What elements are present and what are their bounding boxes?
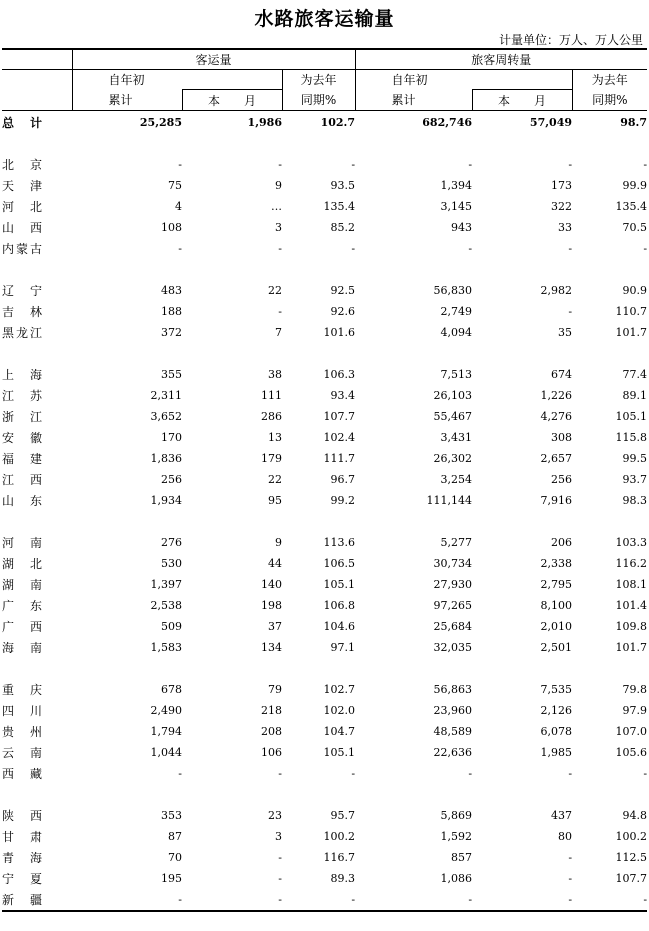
table-cell: 1,836	[150, 452, 182, 465]
table-cell: 22	[268, 473, 282, 486]
table-row	[2, 469, 647, 490]
region-name: 重庆	[2, 683, 42, 697]
table-cell: -	[568, 305, 573, 318]
total-label: 总 计	[2, 111, 72, 134]
table-cell: -	[278, 158, 282, 171]
table-cell: 90.9	[622, 284, 648, 297]
table-cell: 96.7	[330, 473, 356, 486]
table-cell: -	[643, 242, 648, 255]
table-cell: 140	[261, 578, 282, 591]
table-cell: 107.0	[615, 725, 648, 738]
table-cell: 188	[161, 305, 182, 318]
table-cell: 48,589	[433, 725, 473, 738]
page-title: 水路旅客运输量	[254, 8, 395, 30]
region-name: 湖北	[2, 557, 42, 571]
table-cell: 2,338	[540, 557, 573, 570]
table-cell: 5,277	[440, 536, 473, 549]
table-row	[2, 217, 647, 238]
table-cell: 111.7	[323, 452, 356, 465]
table-cell: 97.1	[330, 641, 356, 654]
table-cell: 195	[161, 872, 182, 885]
table-cell: 107.7	[323, 410, 356, 423]
table-cell: 218	[261, 704, 282, 717]
turnover-ytd-header-bottom: 累计	[355, 90, 472, 111]
table-cell: 113.6	[323, 536, 356, 549]
table-cell: 108	[161, 221, 182, 234]
table-body	[2, 111, 647, 912]
turnover-yoy-header-bottom: 同期%	[572, 90, 647, 111]
table-cell: 106.3	[323, 368, 356, 381]
table-cell: -	[72, 889, 182, 911]
table-cell: 3,652	[150, 410, 182, 423]
table-cell: -	[278, 851, 282, 864]
table-cell: 2,311	[150, 389, 182, 402]
table-cell: 530	[161, 557, 182, 570]
table-cell: 3	[275, 830, 282, 843]
table-row	[2, 637, 647, 658]
table-cell: 94.8	[622, 809, 648, 822]
region-name: 广东	[2, 599, 42, 613]
region-name: 河北	[2, 200, 42, 214]
table-cell: 7,535	[540, 683, 573, 696]
table-cell: 79	[268, 683, 282, 696]
table-row	[2, 532, 647, 553]
region-name: 四川	[2, 704, 42, 718]
table-cell: 101.7	[615, 641, 648, 654]
region-name: 广西	[2, 620, 42, 634]
table-cell: 70	[168, 851, 182, 864]
passenger-volume-header: 客运量	[72, 49, 355, 70]
table-cell: 111,144	[426, 494, 473, 507]
table-cell: 105.1	[323, 578, 356, 591]
table-cell: 99.5	[622, 452, 648, 465]
group-spacer	[2, 784, 647, 805]
volume-ytd-header-bottom: 累计	[72, 90, 182, 111]
table-cell: 7	[275, 326, 282, 339]
table-cell: -	[282, 889, 355, 911]
table-cell: 1,592	[440, 830, 473, 843]
table-cell: 26,103	[433, 389, 473, 402]
table-cell: 135.4	[323, 200, 356, 213]
table-cell: 7,916	[540, 494, 573, 507]
table-cell: 372	[161, 326, 182, 339]
table-cell: -	[468, 242, 473, 255]
table-row	[2, 679, 647, 700]
passenger-transport-table	[2, 48, 647, 912]
table-cell: 106.8	[323, 599, 356, 612]
table-cell: 2,010	[540, 620, 573, 633]
region-name: 甘肃	[2, 830, 42, 844]
table-cell: 70.5	[622, 221, 648, 234]
table-cell: 102.7	[323, 683, 356, 696]
table-cell: 93.7	[622, 473, 648, 486]
table-cell: 57,049	[472, 111, 572, 134]
region-name: 河南	[2, 536, 42, 550]
table-cell: -	[278, 767, 282, 780]
table-cell: 93.5	[330, 179, 356, 192]
table-cell: 44	[268, 557, 282, 570]
table-cell: 26,302	[433, 452, 473, 465]
table-cell: 79.8	[622, 683, 648, 696]
table-cell: 100.2	[323, 830, 356, 843]
table-cell: 95	[268, 494, 282, 507]
table-cell: 256	[551, 473, 573, 486]
table-cell: -	[351, 242, 356, 255]
table-cell: 1,397	[150, 578, 182, 591]
table-row	[2, 763, 647, 784]
table-cell: 2,982	[540, 284, 573, 297]
table-row	[2, 385, 647, 406]
table-cell: 173	[551, 179, 573, 192]
table-cell: 97.9	[622, 704, 648, 717]
region-name: 吉林	[2, 305, 42, 319]
region-name: 云南	[2, 746, 42, 760]
table-row	[2, 364, 647, 385]
table-cell: 80	[558, 830, 573, 843]
table-cell: 56,830	[433, 284, 473, 297]
table-cell: -	[278, 242, 282, 255]
table-cell: 2,538	[150, 599, 182, 612]
table-cell: 682,746	[355, 111, 472, 134]
table-cell: 6,078	[540, 725, 573, 738]
table-row	[2, 889, 647, 911]
table-cell: 170	[161, 431, 182, 444]
table-cell: 55,467	[433, 410, 473, 423]
table-cell: 2,749	[440, 305, 473, 318]
table-cell: 1,394	[440, 179, 473, 192]
table-cell: -	[568, 242, 573, 255]
table-cell: 206	[551, 536, 573, 549]
region-name: 宁夏	[2, 872, 42, 886]
region-name: 湖南	[2, 578, 42, 592]
table-cell: 1,044	[150, 746, 182, 759]
region-name: 安徽	[2, 431, 42, 445]
table-cell: 2,657	[540, 452, 573, 465]
table-cell: 1,934	[150, 494, 182, 507]
table-cell: 25,285	[72, 111, 182, 134]
table-cell: 483	[161, 284, 182, 297]
table-cell: 8,100	[540, 599, 573, 612]
table-cell: 101.6	[323, 326, 356, 339]
table-cell: 23,960	[433, 704, 473, 717]
group-spacer	[2, 658, 647, 679]
table-cell: 3,431	[440, 431, 473, 444]
table-cell: 2,795	[540, 578, 573, 591]
table-row	[2, 196, 647, 217]
table-row	[2, 826, 647, 847]
table-cell: 106	[261, 746, 282, 759]
table-cell: 134	[261, 641, 282, 654]
table-cell: 27,930	[433, 578, 473, 591]
volume-yoy-header-top: 为去年	[282, 70, 355, 90]
table-cell: 857	[451, 851, 473, 864]
table-cell: 89.3	[330, 872, 356, 885]
table-cell: 22,636	[433, 746, 473, 759]
table-cell: 98.7	[572, 111, 647, 134]
turnover-month-header: 本 月	[472, 90, 572, 111]
table-cell: 92.6	[330, 305, 356, 318]
group-spacer	[2, 133, 647, 154]
table-cell: -	[572, 889, 647, 911]
table-row	[2, 847, 647, 868]
table-cell: -	[178, 158, 182, 171]
table-cell: 322	[551, 200, 573, 213]
table-cell: 115.8	[615, 431, 648, 444]
table-row	[2, 448, 647, 469]
table-cell: 3	[275, 221, 282, 234]
table-cell: 1,985	[540, 746, 573, 759]
table-cell: 93.4	[330, 389, 356, 402]
table-cell: 678	[161, 683, 182, 696]
table-cell: 23	[268, 809, 282, 822]
table-cell: 3,145	[440, 200, 473, 213]
table-row	[2, 301, 647, 322]
table-cell: 943	[451, 221, 473, 234]
group-spacer	[2, 511, 647, 532]
table-cell: 4,276	[540, 410, 573, 423]
region-name: 辽宁	[2, 284, 42, 298]
table-row	[2, 700, 647, 721]
table-cell: 56,863	[433, 683, 473, 696]
table-cell: 92.5	[330, 284, 356, 297]
table-cell: 37	[268, 620, 282, 633]
table-cell: -	[643, 158, 648, 171]
table-cell: 100.2	[615, 830, 648, 843]
table-cell: 104.6	[323, 620, 356, 633]
table-cell: 105.1	[615, 410, 648, 423]
table-cell: 33	[558, 221, 573, 234]
table-cell: 308	[551, 431, 573, 444]
table-cell: 5,869	[440, 809, 473, 822]
unit-label: 计量单位：万人、万人公里	[498, 33, 643, 47]
table-cell: 179	[261, 452, 282, 465]
table-cell: 111	[261, 389, 282, 402]
region-name: 陕西	[2, 809, 42, 823]
table-cell: -	[351, 767, 356, 780]
table-cell: 509	[161, 620, 182, 633]
table-row	[2, 238, 647, 259]
table-cell: 35	[558, 326, 573, 339]
table-cell: -	[178, 767, 182, 780]
table-cell: -	[468, 158, 473, 171]
region-name: 贵州	[2, 725, 42, 739]
table-cell: 22	[268, 284, 282, 297]
table-cell: 102.4	[323, 431, 356, 444]
group-spacer	[2, 259, 647, 280]
region-name: 黑龙江	[2, 326, 42, 340]
table-cell: 135.4	[615, 200, 648, 213]
table-cell: 1,794	[150, 725, 182, 738]
table-cell: 2,126	[540, 704, 573, 717]
region-name: 福建	[2, 452, 42, 466]
passenger-turnover-header: 旅客周转量	[355, 49, 647, 70]
table-cell: 85.2	[330, 221, 356, 234]
table-row	[2, 553, 647, 574]
table-cell: -	[472, 889, 572, 911]
table-cell: 437	[551, 809, 573, 822]
table-row	[2, 595, 647, 616]
group-spacer	[2, 343, 647, 364]
table-row	[2, 322, 647, 343]
volume-month-header: 本 月	[182, 90, 282, 111]
table-cell: -	[351, 158, 356, 171]
table-cell: 99.2	[330, 494, 356, 507]
table-cell: 102.0	[323, 704, 356, 717]
volume-ytd-header-top: 自年初	[72, 70, 282, 90]
table-row	[2, 868, 647, 889]
table-cell: 77.4	[622, 368, 648, 381]
table-cell: -	[568, 851, 573, 864]
table-cell: 353	[161, 809, 182, 822]
table-cell: 13	[268, 431, 282, 444]
table-row	[2, 805, 647, 826]
table-cell: -	[182, 889, 282, 911]
table-row	[2, 721, 647, 742]
table-cell: -	[278, 305, 282, 318]
turnover-yoy-header-top: 为去年	[572, 70, 647, 90]
table-cell: 674	[551, 368, 573, 381]
table-row	[2, 406, 647, 427]
table-row	[2, 490, 647, 511]
table-cell: 1,226	[540, 389, 573, 402]
table-row	[2, 175, 647, 196]
table-cell: 355	[161, 368, 182, 381]
table-row	[2, 280, 647, 301]
table-cell: 7,513	[440, 368, 473, 381]
region-name: 青海	[2, 851, 42, 865]
table-cell: 89.1	[622, 389, 648, 402]
region-name: 上海	[2, 368, 42, 382]
table-cell: 97,265	[433, 599, 473, 612]
table-cell: 95.7	[330, 809, 356, 822]
table-cell: 105.1	[323, 746, 356, 759]
region-name: 天津	[2, 179, 42, 193]
table-cell: 198	[261, 599, 282, 612]
region-name: 内蒙古	[2, 242, 42, 256]
table-cell: 3,254	[440, 473, 473, 486]
table-cell: -	[568, 872, 573, 885]
table-cell: 107.7	[615, 872, 648, 885]
table-cell: 101.7	[615, 326, 648, 339]
table-cell: -	[568, 158, 573, 171]
table-cell: 102.7	[282, 111, 355, 134]
region-name: 西藏	[2, 767, 42, 781]
table-cell: 256	[161, 473, 182, 486]
table-cell: 4,094	[440, 326, 473, 339]
table-cell: 99.9	[622, 179, 648, 192]
table-cell: 106.5	[323, 557, 356, 570]
region-name: 浙江	[2, 410, 42, 424]
region-header-blank	[2, 49, 72, 70]
table-cell: 116.2	[615, 557, 648, 570]
table-cell: 1,583	[150, 641, 182, 654]
table-cell: -	[568, 767, 573, 780]
table-cell: -	[468, 767, 473, 780]
table-cell: 109.8	[615, 620, 648, 633]
volume-yoy-header-bottom: 同期%	[282, 90, 355, 111]
region-name: 山西	[2, 221, 42, 235]
table-cell: 286	[261, 410, 282, 423]
table-cell: 276	[161, 536, 182, 549]
region-name: 山东	[2, 494, 42, 508]
table-cell: 105.6	[615, 746, 648, 759]
table-cell: 4	[175, 200, 182, 213]
region-name: 北京	[2, 158, 42, 172]
region-name: 新疆	[2, 889, 72, 911]
table-cell: 108.1	[615, 578, 648, 591]
table-cell: 103.3	[615, 536, 648, 549]
table-row	[2, 574, 647, 595]
table-cell: -	[278, 872, 282, 885]
table-cell: 112.5	[615, 851, 648, 864]
table-cell: 98.3	[622, 494, 648, 507]
region-name: 江西	[2, 473, 42, 487]
table-cell: 9	[275, 536, 282, 549]
table-cell: 75	[168, 179, 182, 192]
table-row	[2, 427, 647, 448]
table-cell: 38	[268, 368, 282, 381]
table-cell: -	[355, 889, 472, 911]
table-cell: -	[643, 767, 648, 780]
table-cell: 25,684	[433, 620, 473, 633]
table-cell: 104.7	[323, 725, 356, 738]
region-name: 江苏	[2, 389, 42, 403]
table-cell: 2,501	[540, 641, 573, 654]
turnover-ytd-header-top: 自年初	[355, 70, 572, 90]
table-cell: 32,035	[433, 641, 473, 654]
table-cell: 30,734	[433, 557, 473, 570]
table-cell: 116.7	[323, 851, 356, 864]
table-cell: 2,490	[150, 704, 182, 717]
table-cell: 208	[261, 725, 282, 738]
table-cell: 1,986	[182, 111, 282, 134]
table-cell: 87	[168, 830, 182, 843]
region-name: 海南	[2, 641, 42, 655]
table-cell: …	[271, 200, 282, 213]
table-cell: 9	[275, 179, 282, 192]
table-cell: 101.4	[615, 599, 648, 612]
table-row	[2, 154, 647, 175]
table-cell: 110.7	[615, 305, 648, 318]
total-row	[2, 111, 647, 134]
table-row	[2, 616, 647, 637]
table-cell: 1,086	[440, 872, 473, 885]
table-cell: -	[178, 242, 182, 255]
table-row	[2, 742, 647, 763]
